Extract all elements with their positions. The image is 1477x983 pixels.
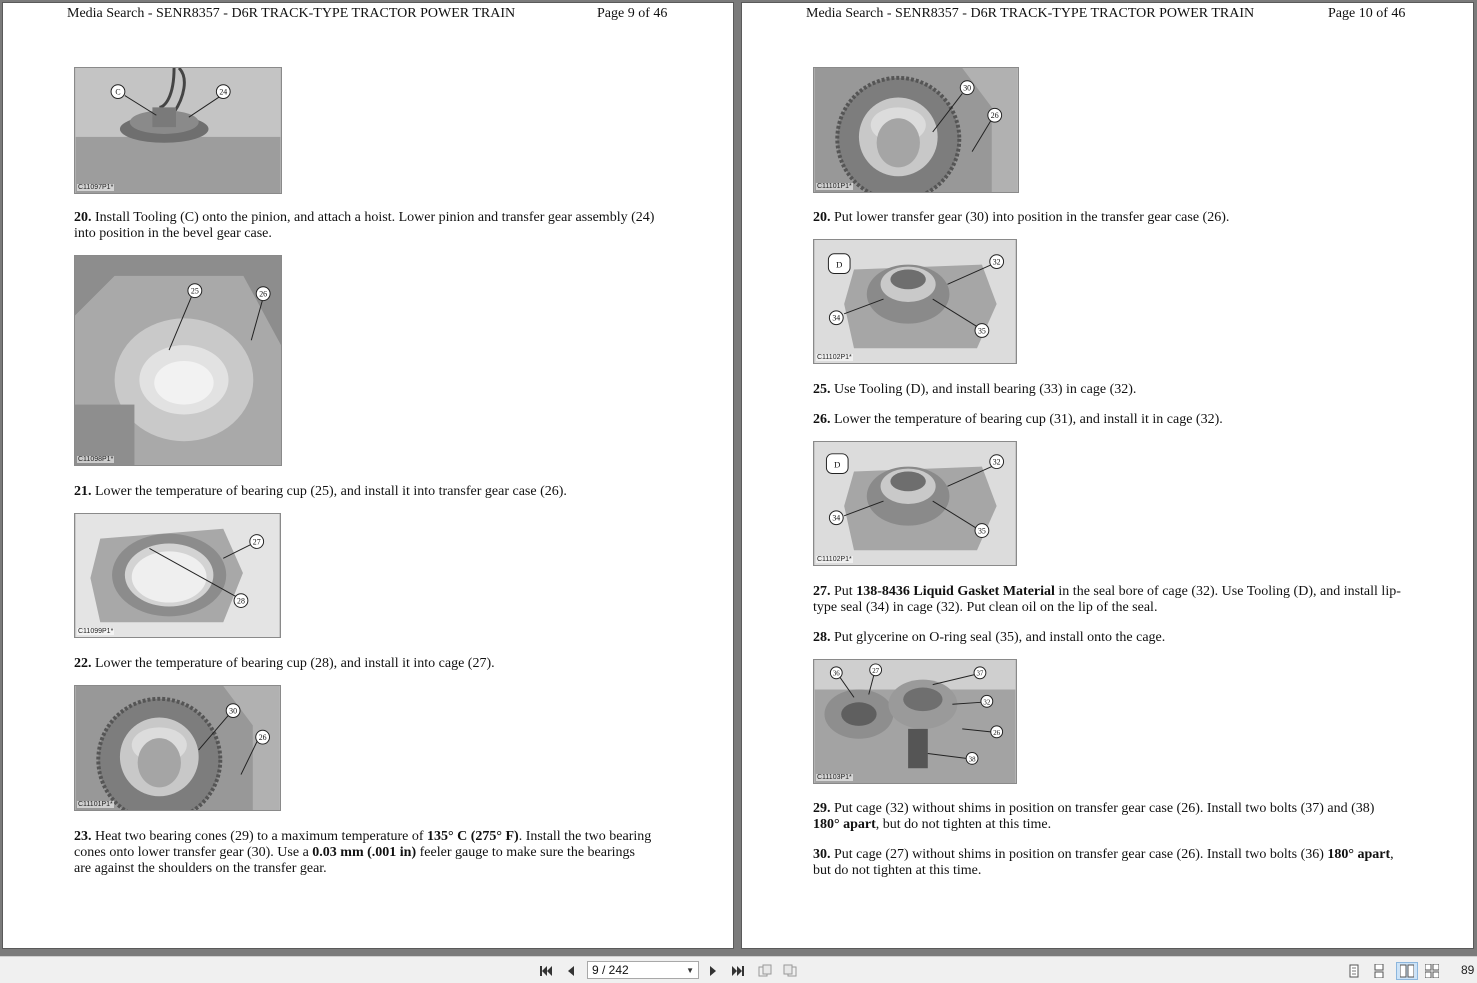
rotate-left-icon[interactable]: [756, 962, 774, 980]
step-20: 20. Install Tooling (C) onto the pinion, and attach a hoist. Lower pinion and transfer gear assembly (24) into position in the bevel gear case.: [74, 210, 655, 241]
svg-text:28: 28: [237, 596, 245, 606]
svg-text:32: 32: [992, 457, 1001, 467]
step-21: 21. Lower the temperature of bearing cup (25), and install it into transfer gear case (26).: [74, 484, 567, 499]
figure-code: C11097P1*: [78, 184, 114, 191]
figure-code: C11102P1*: [817, 556, 852, 563]
last-page-icon[interactable]: [729, 962, 747, 980]
svg-text:35: 35: [977, 526, 986, 536]
svg-text:38: 38: [968, 756, 976, 764]
page-header-title: Media Search - SENR8357 - D6R TRACK-TYPE TRACTOR POWER TRAIN: [67, 6, 516, 21]
zoom-level[interactable]: 89: [1461, 963, 1475, 977]
svg-text:26: 26: [993, 729, 1001, 737]
prev-page-icon[interactable]: [562, 962, 580, 980]
figure-lower-transfer-gear: [74, 685, 281, 811]
figure-cages-on-case: [813, 659, 1017, 784]
svg-text:26: 26: [258, 733, 267, 743]
rotate-right-icon[interactable]: [781, 962, 799, 980]
svg-text:D: D: [836, 259, 843, 270]
single-page-icon[interactable]: [1345, 962, 1363, 980]
step-22: 22. Lower the temperature of bearing cup (28), and install it into cage (27).: [74, 656, 495, 671]
figure-cage-seal: [813, 441, 1017, 566]
next-page-icon[interactable]: [704, 962, 722, 980]
figure-transfer-case: [74, 255, 282, 466]
svg-text:36: 36: [832, 670, 840, 678]
svg-text:30: 30: [963, 83, 972, 93]
page-number-select[interactable]: [587, 961, 699, 979]
svg-text:D: D: [834, 459, 841, 470]
first-page-icon[interactable]: [537, 962, 555, 980]
step-20: 20. Put lower transfer gear (30) into position in the transfer gear case (26).: [813, 210, 1230, 225]
step-30: 30. Put cage (27) without shims in position on transfer gear case (26). Install two bolts (36) 180° apart, but do not tighten at this time.: [813, 847, 1394, 878]
step-25: 25. Use Tooling (D), and install bearing (33) in cage (32).: [813, 382, 1137, 397]
page-10: [741, 2, 1474, 949]
svg-text:34: 34: [832, 513, 841, 523]
figure-code: C11099P1*: [78, 628, 114, 635]
step-29: 29. Put cage (32) without shims in position on transfer gear case (26). Install two bolts (37) and (38) 180° apart, but do not tighten at this time.: [813, 801, 1375, 832]
figure-lower-transfer-gear: [813, 67, 1019, 193]
page-header-number: Page 9 of 46: [597, 6, 668, 21]
page-header-title: Media Search - SENR8357 - D6R TRACK-TYPE TRACTOR POWER TRAIN: [806, 6, 1255, 21]
svg-text:32: 32: [992, 257, 1001, 267]
navigation-toolbar: [0, 956, 1477, 983]
step-23: 23. Heat two bearing cones (29) to a maximum temperature of 135° C (275° F). Install the two bearing cones onto lower transfer gear (30). Use a 0.03 mm (.001 in) feeler gauge to make sure the bearings are against the shoulders on the transfer gear.: [74, 829, 652, 876]
callout-label: 24: [219, 87, 228, 97]
figure-code: C11102P1*: [817, 354, 852, 361]
figure-code: C11101P1*: [817, 183, 852, 190]
two-page-continuous-icon[interactable]: [1423, 962, 1441, 980]
page-number-value: 9 / 242: [592, 963, 629, 977]
svg-text:26: 26: [259, 289, 268, 299]
step-28: 28. Put glycerine on O-ring seal (35), and install onto the cage.: [813, 630, 1166, 645]
step-26: 26. Lower the temperature of bearing cup (31), and install it in cage (32).: [813, 412, 1223, 427]
svg-text:35: 35: [977, 326, 986, 336]
svg-text:37: 37: [976, 670, 984, 678]
svg-text:34: 34: [832, 313, 841, 323]
svg-text:25: 25: [190, 286, 199, 296]
two-page-icon[interactable]: [1396, 962, 1418, 980]
figure-bearing-cage: [74, 513, 281, 638]
svg-text:30: 30: [229, 706, 238, 716]
figure-pinion-hoist: [74, 67, 282, 194]
svg-text:26: 26: [990, 111, 999, 121]
chevron-down-icon: ▼: [686, 966, 694, 975]
figure-code: C11103P1*: [817, 774, 852, 781]
page-header-number: Page 10 of 46: [1328, 6, 1406, 21]
step-27: 27. Put 138-8436 Liquid Gasket Material in the seal bore of cage (32). Use Tooling (D), and install lip-type seal (34) in cage (32). Put clean oil on the lip of the seal.: [813, 584, 1401, 615]
svg-text:27: 27: [872, 667, 880, 675]
callout-label: C: [115, 87, 121, 97]
svg-text:27: 27: [252, 537, 261, 547]
figure-code: C11098P1*: [78, 456, 114, 463]
continuous-page-icon[interactable]: [1370, 962, 1388, 980]
page-9: [2, 2, 734, 949]
svg-text:32: 32: [983, 699, 991, 707]
figure-cage-tooling: [813, 239, 1017, 364]
figure-code: C11101P1*: [78, 801, 113, 808]
